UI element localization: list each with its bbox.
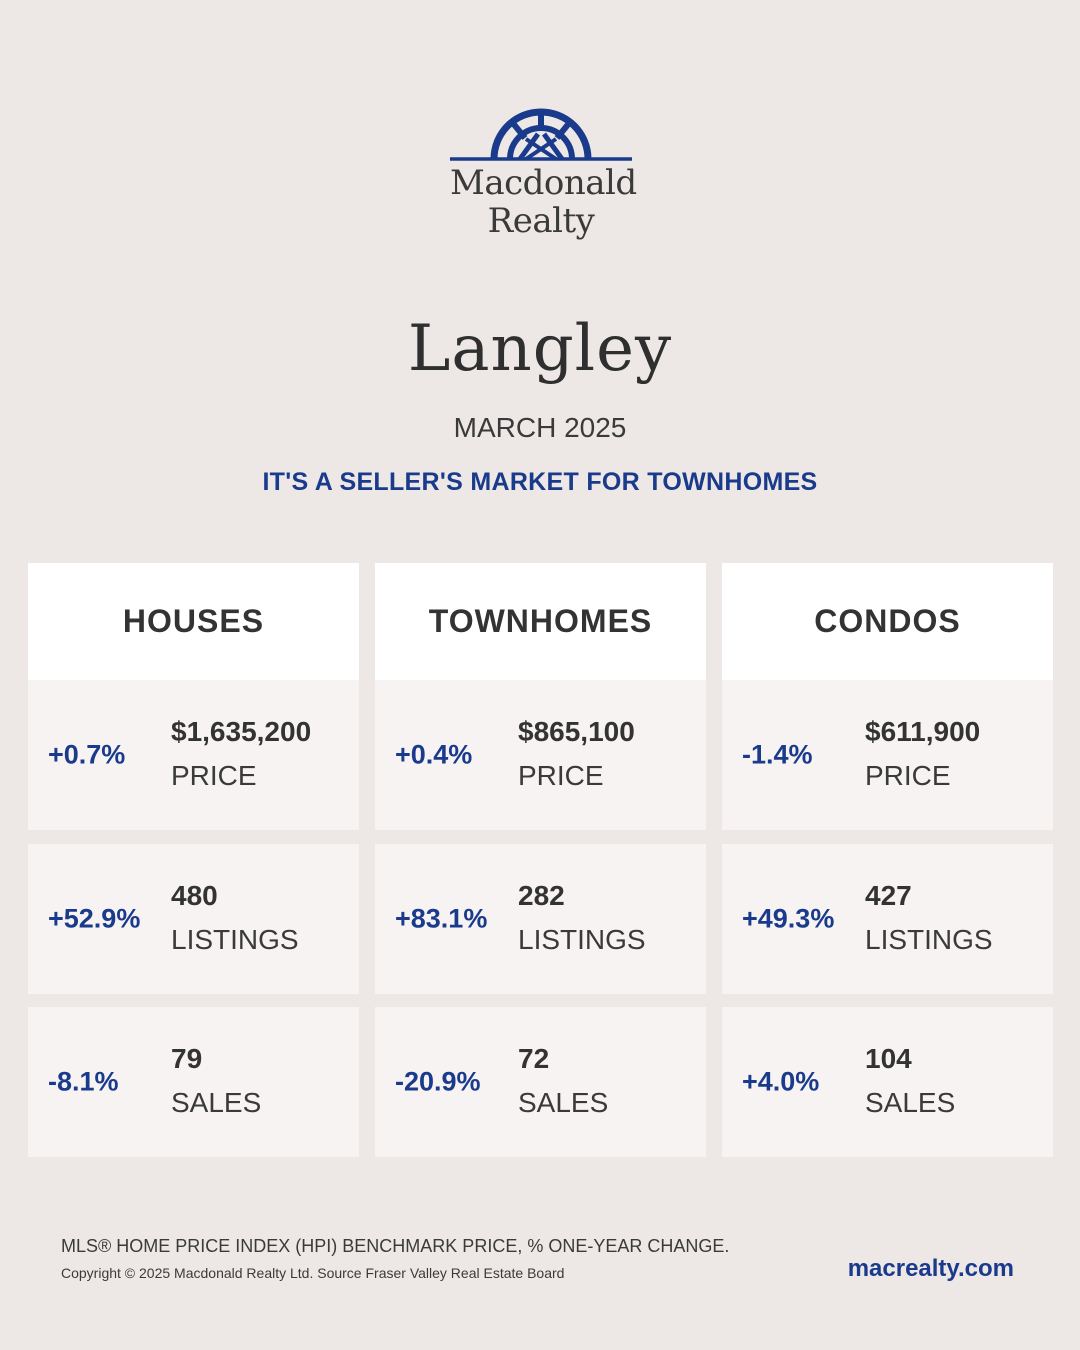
listings-value: 480 — [171, 880, 218, 911]
sales-card — [722, 1007, 1053, 1157]
price-label: PRICE — [518, 760, 604, 791]
listings-card — [722, 844, 1053, 994]
column-townhomes — [375, 563, 706, 1118]
price-change: +0.7% — [48, 739, 126, 770]
brand-name-line2: Realty — [487, 201, 595, 241]
sales-label: SALES — [865, 1087, 956, 1118]
market-headline: IT'S A SELLER'S MARKET FOR TOWNHOMES — [262, 468, 818, 496]
sales-change: -20.9% — [395, 1066, 481, 1097]
sales-label: SALES — [518, 1087, 609, 1118]
listings-label: LISTINGS — [865, 924, 993, 955]
listings-card — [28, 844, 359, 994]
column-title: HOUSES — [28, 563, 359, 680]
sales-card — [375, 1007, 706, 1157]
price-value: $1,635,200 — [171, 716, 312, 747]
report-period: MARCH 2025 — [453, 412, 627, 443]
price-label: PRICE — [865, 760, 951, 791]
sales-value: 79 — [171, 1043, 203, 1074]
listings-value: 427 — [865, 880, 912, 911]
column-houses — [28, 563, 359, 1118]
copyright-text: Copyright © 2025 Macdonald Realty Ltd. Source Fraser Valley Real Estate Board — [61, 1265, 565, 1281]
sales-value: 72 — [518, 1043, 550, 1074]
price-card — [375, 680, 706, 830]
brand-logo — [450, 108, 637, 241]
website-link[interactable]: macrealty.com — [847, 1255, 1014, 1282]
price-change: -1.4% — [742, 739, 813, 770]
column-title: TOWNHOMES — [375, 563, 706, 680]
listings-change: +49.3% — [742, 903, 835, 934]
listings-label: LISTINGS — [171, 924, 299, 955]
listings-card — [375, 844, 706, 994]
price-change: +0.4% — [395, 739, 473, 770]
listings-change: +52.9% — [48, 903, 141, 934]
sales-value: 104 — [865, 1043, 912, 1074]
sales-change: +4.0% — [742, 1066, 820, 1097]
sales-card — [28, 1007, 359, 1157]
sales-label: SALES — [171, 1087, 262, 1118]
price-value: $611,900 — [865, 716, 981, 747]
price-value: $865,100 — [518, 716, 635, 747]
price-label: PRICE — [171, 760, 257, 791]
column-condos — [722, 563, 1053, 1118]
city-title: Langley — [407, 312, 673, 386]
footnote-hpi: MLS® HOME PRICE INDEX (HPI) BENCHMARK PRICE, % ONE-YEAR CHANGE. — [61, 1236, 730, 1256]
column-title: CONDOS — [722, 563, 1053, 680]
price-card — [722, 680, 1053, 830]
sales-change: -8.1% — [48, 1066, 119, 1097]
listings-label: LISTINGS — [518, 924, 646, 955]
arch-window-icon — [450, 108, 632, 164]
listings-value: 282 — [518, 880, 565, 911]
brand-name-line1: Macdonald — [450, 163, 637, 203]
price-card — [28, 680, 359, 830]
listings-change: +83.1% — [395, 903, 488, 934]
